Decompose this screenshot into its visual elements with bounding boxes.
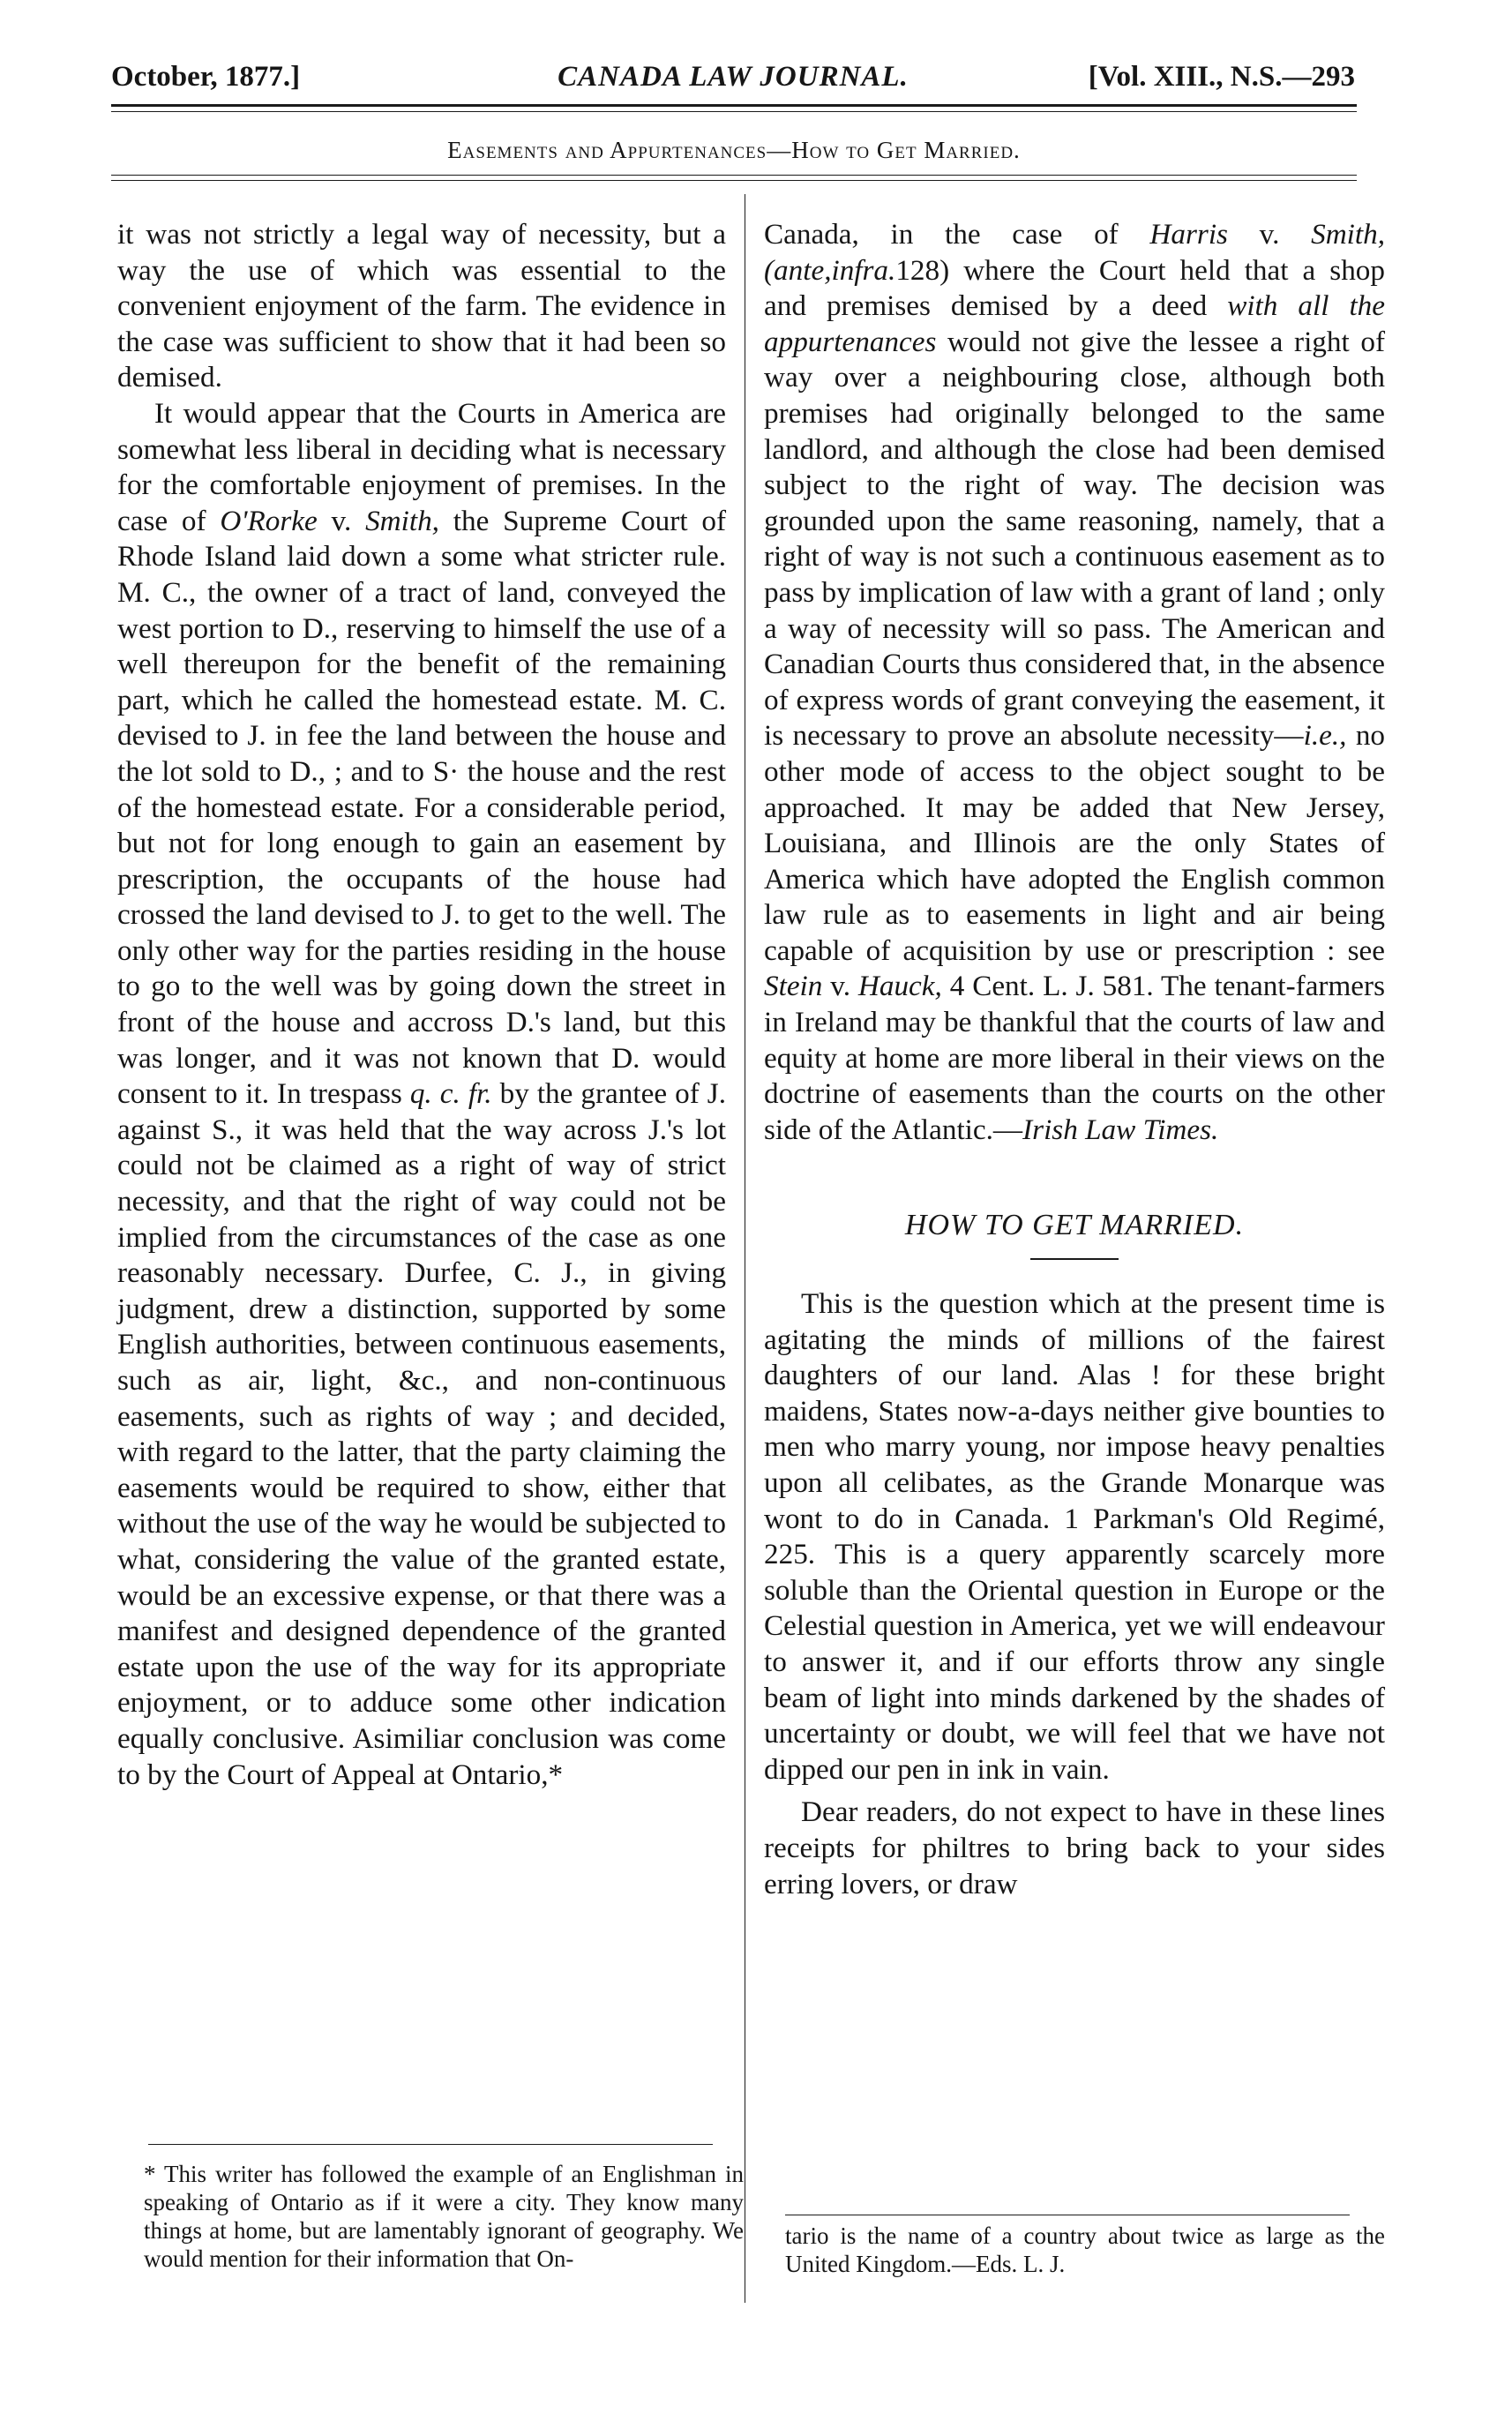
case-versus: v. (317, 504, 366, 537)
header-rule-thin (111, 111, 1357, 112)
header-rule-thick (111, 104, 1357, 107)
case-versus-2: v. (1227, 218, 1312, 251)
article-title: HOW TO GET MARRIED. (904, 1209, 1245, 1242)
case-versus-3: v. (822, 970, 858, 1003)
left-p2-text-b: the Supreme Court of Rhode Island laid down a some what stricter rule. M. C., the owner of a tract of land, conveyed the west portion to D., reserving to himself the use of a well thereupon for the benefit of the remaining part, which he called the homestead estate. M. C. devised to J. in fee the land between the house and the lot sold to D., ; and to S· the house and the rest of the homestead estate. For a considerable period, but not for long enough to gain an easement by prescription, the occupants of the house had crossed the land devised to J. to get to the well. The only other way for the parties residing in the house to go to the well was by going down the street in front of the house and accross D.'s land, but this was longer, and it was not known that D. would consent to it. In trespass (117, 504, 726, 1111)
section-heading: Easements and Appurtenances—How to Get Married. (447, 137, 1021, 163)
legal-abbrev-qcfr: q. c. fr. (409, 1077, 492, 1111)
footnote-left: * This writer has followed the example of an Englishman in speaking of Ontario as if it were a city. They know many things at home, but are lamentably ignorant of geography. We would mention for their information that On- (144, 2161, 744, 2272)
section-rule-top (111, 175, 1357, 176)
right-paragraph-1 (764, 217, 1385, 1148)
left-p2-text-a: It would appear that the Courts in America are somewhat less liberal in deciding what is necessary for the comfortable enjoyment of premises. In the case of (117, 396, 726, 537)
right-p1-text-c: would not give the lessee a right of way over a neighbouring close, although both premises had originally belonged to the same landlord, and although the close had been demised subject to the right of way. The decision was grounded upon the same reasoning, namely, that a right of way is not such a continuous easement as to pass by implication of law with a grant of land ; only a way of necessity will so pass. The American and Canadian Courts thus considered that, in the absence of express words of grant conveying the easement, it is necessary to prove an absolute necessity— (764, 325, 1385, 753)
right-p1-text-a: Canada, in the case of (764, 218, 1150, 251)
citation-ante-infra: (ante,infra. (764, 253, 896, 287)
case-name-smith: Smith, (365, 504, 439, 537)
case-name-stein: Stein (764, 970, 823, 1003)
running-head (111, 55, 1355, 99)
right-paragraph-3: Dear readers, do not expect to have in these lines receipts for philtres to bring back to your sides erring lovers, or draw (764, 1795, 1385, 1900)
right-paragraph-2: This is the question which at the present time is agitating the minds of millions of the fairest daughters of our land. Alas ! for these bright maidens, States now-a-days neither give bounties to men who marry young, nor impose heavy penalties upon all celibates, as the Grande Monarque was wont to do in Canada. 1 Parkman's Old Regimé, 225. This is a query apparently scarcely more soluble than the Oriental question in Europe or the Celestial question in America, yet we will endeavour to answer it, and if our efforts throw any single beam of light into minds darkened by the shades of uncertainty or doubt, we will feel that we have not dipped our pen in ink in vain. (764, 1287, 1385, 1786)
source-irish-law-times: Irish Law Times. (1022, 1113, 1219, 1146)
header-volume-page: [Vol. XIII., N.S.—293 (1088, 61, 1355, 93)
right-p1-text-d: no other mode of access to the object sought to be approached. It may be added that New Jersey, Louisiana, and Illinois are the only States of America which have adopted the English common law rule as to easements in light and air being capable of acquisition by use or prescription : see (764, 719, 1386, 967)
case-name-harris: Harris (1149, 218, 1228, 251)
right-column (764, 217, 1385, 1902)
phrase-appurtenances: with all the appurtenances (764, 289, 1385, 358)
left-paragraph-1: it was not strictly a legal way of necessity, but a way the use of which was essential to the convenient enjoyment of the farm. The evidence in the case was sufficient to show that it had been so demised. (117, 218, 726, 394)
case-name-hauck: Hauck, (857, 970, 942, 1003)
footnote-right: tario is the name of a country about twice as large as the United Kingdom.—Eds. L. J. (785, 2222, 1385, 2277)
abbrev-ie: i.e., (1303, 719, 1347, 753)
right-p1-text-b: 128) where the Court held that a shop and premises demised by a deed (764, 253, 1385, 323)
left-column (117, 217, 726, 1793)
left-paragraph-2 (117, 396, 726, 1793)
case-name-smith-2: Smith, (1311, 218, 1385, 251)
title-rule (1030, 1258, 1119, 1260)
header-journal-title: CANADA LAW JOURNAL. (558, 61, 909, 93)
right-p1-text-e: 4 Cent. L. J. 581. The tenant-farmers in Ireland may be thankful that the courts of law and equity at home are more liberal in their views on the doctrine of easements than the courts on the other side of the Atlantic.— (764, 970, 1385, 1146)
case-name-ororke: O'Rorke (220, 504, 318, 537)
left-p2-text-c: by the grantee of J. against S., it was held that the way across J.'s lot could not be claimed as a right of way of strict necessity, and that the right of way could not be implied from the circumstances of the case as one reasonably necessary. Durfee, C. J., in giving judgment, drew a distinction, supported by some English authorities, between continuous easements, such as air, light, &c., and non-continuous easements, such as rights of way ; and decided, with regard to the latter, that the party claiming the easements would be required to show, either that without the use of the way he would be subjected to what, considering the value of the granted estate, would be an excessive expense, or that there was a manifest and designed dependence of the granted estate upon the use of the way for its appropriate enjoyment, or to adduce some other indication equally conclusive. Asimiliar conclusion was come to by the Court of Appeal at Ontario,* (117, 1077, 726, 1791)
footnote-rule-left (148, 2144, 713, 2145)
header-date: October, 1877.] (111, 61, 301, 93)
section-rule-bottom (111, 180, 1357, 181)
